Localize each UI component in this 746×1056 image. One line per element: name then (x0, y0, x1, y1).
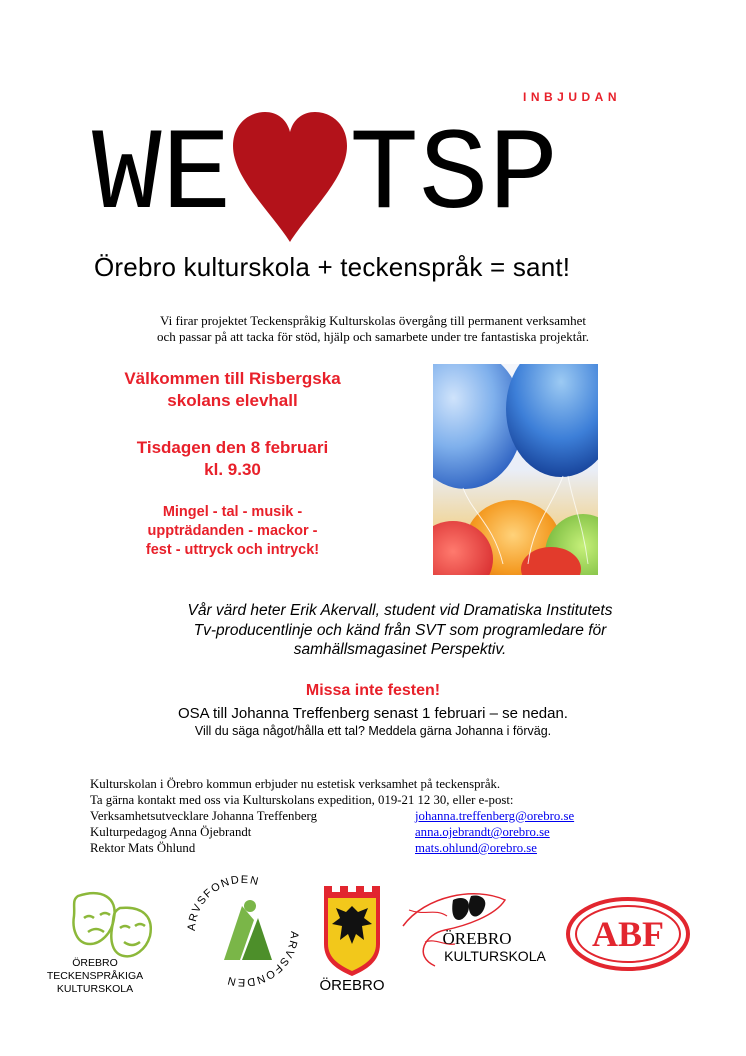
time-line: kl. 9.30 (204, 460, 261, 479)
contact-role: Verksamhetsutvecklare Johanna Treffenberg (90, 809, 317, 823)
event-title (92, 106, 558, 246)
masks-logo-line: KULTURSKOLA (56, 983, 134, 995)
orebro-logo-text: ÖREBRO (319, 977, 385, 994)
arvsfonden-logo (180, 868, 306, 994)
host-text (100, 601, 700, 660)
contact-row (90, 840, 690, 856)
welcome-line: Välkommen till Risbergska (124, 369, 341, 388)
invite-label: INBJUDAN (523, 90, 622, 104)
welcome-line: skolans elevhall (167, 391, 298, 410)
program-line: Mingel - tal - musik - (162, 504, 303, 520)
contact-block (90, 776, 690, 856)
title-tsp: TSP (349, 110, 559, 242)
email-link[interactable]: anna.ojebrandt@orebro.se (415, 825, 550, 839)
email-link[interactable]: mats.ohlund@orebro.se (415, 841, 537, 855)
email-link[interactable]: johanna.treffenberg@orebro.se (415, 809, 575, 823)
program-line: uppträdanden - mackor - (147, 523, 318, 539)
speech-note: Vill du säga något/hålla ett tal? Meddela gärna Johanna i förväg. (194, 724, 552, 738)
subtitle: Örebro kulturskola + teckenspråk = sant! (94, 252, 571, 282)
rsvp-heading: Missa inte festen! (305, 682, 441, 699)
rsvp-text: OSA till Johanna Treffenberg senast 1 februari – se nedan. (178, 705, 568, 722)
contact-row (90, 808, 690, 824)
orebro-kommun-logo (314, 876, 390, 994)
host-line: Vår värd heter Erik Akervall, student vid Dramatiska Institutets (187, 602, 613, 619)
date-line: Tisdagen den 8 februari (136, 438, 329, 457)
program-text (90, 503, 375, 560)
balloons-photo (433, 364, 598, 575)
program-line: fest - uttryck och intryck! (145, 542, 320, 558)
welcome-text (90, 368, 375, 412)
abf-logo (565, 896, 691, 972)
kulturskola-logo-line: ÖREBRO (442, 929, 512, 948)
kulturskola-logo-line: KULTURSKOLA (444, 948, 546, 964)
intro-line: och passar på att tacka för stöd, hjälp och samarbete under tre fantastiska projektår. (156, 329, 590, 344)
contact-row (90, 824, 690, 840)
arvsfonden-ring-text: ARVSFONDEN (185, 873, 261, 932)
contact-role: Kulturpedagog Anna Öjebrandt (90, 825, 252, 839)
intro-line: Vi firar projektet Teckenspråkig Kulturskolas övergång till permanent verksamhet (160, 313, 586, 328)
date-text (90, 437, 375, 481)
contact-role: Rektor Mats Öhlund (90, 841, 196, 855)
orebro-kulturskola-logo (395, 886, 560, 976)
contact-info: Ta gärna kontakt med oss via Kulturskolans expedition, 019-21 12 30, eller e-post: (90, 793, 514, 807)
masks-logo-line: ÖREBRO (72, 957, 118, 969)
masks-logo-line: TECKENSPRÅKIGA (46, 970, 144, 982)
host-line: samhällsmagasinet Perspektiv. (293, 641, 507, 658)
heart-icon (231, 106, 349, 246)
host-line: Tv-producentlinje och känd från SVT som programledare för (193, 621, 607, 639)
arvsfonden-ring-text: ARVSFONDEN (225, 930, 301, 989)
teckensprakiga-kulturskola-logo (42, 888, 172, 998)
contact-intro: Kulturskolan i Örebro kommun erbjuder nu estetisk verksamhet på teckenspråk. (90, 777, 501, 791)
intro-text (90, 313, 656, 345)
title-we: WE (92, 110, 232, 242)
abf-logo-text: ABF (592, 914, 664, 954)
